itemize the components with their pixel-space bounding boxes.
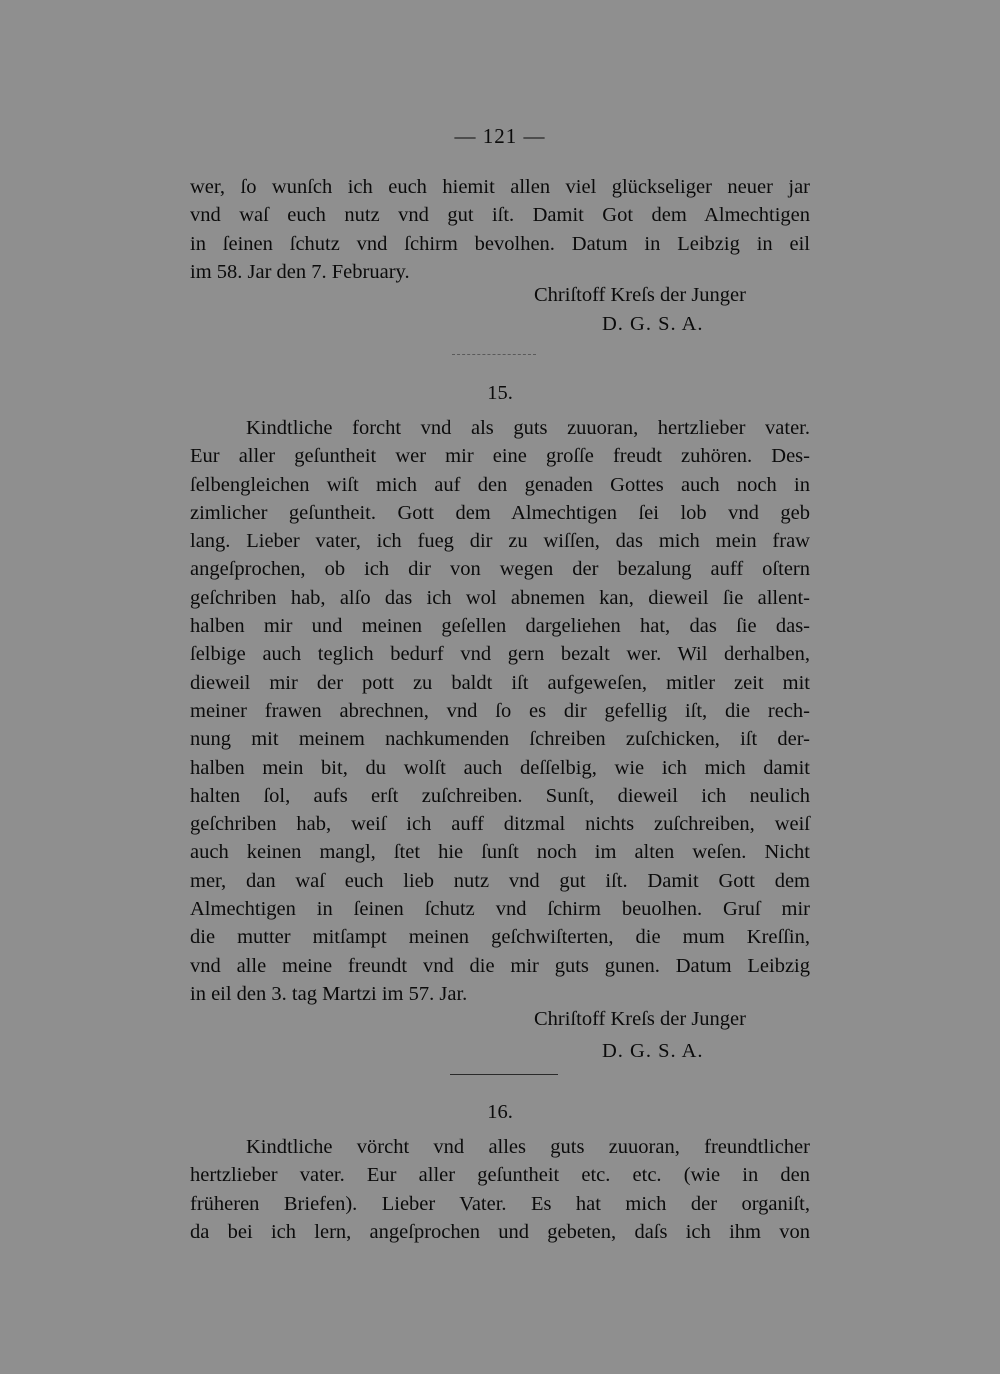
- signature-initials: D. G. S. A.: [602, 313, 704, 335]
- text-line: angeſprochen, ob ich dir von wegen der bezalung auff oſtern: [190, 558, 810, 581]
- letter-15-body: [190, 414, 810, 1008]
- section-divider: [450, 1074, 558, 1075]
- text-line: halten ſol, aufs erſt zuſchreiben. Sunſt, dieweil ich neulich: [190, 784, 810, 807]
- text-line: geſchriben hab, alſo das ich wol abnemen kan, dieweil ſie allent-: [190, 586, 810, 609]
- letter-number: 16.: [487, 1101, 513, 1123]
- text-line: lang. Lieber vater, ich fueg dir zu wiſſen, das mich mein fraw: [190, 530, 810, 553]
- letter-number: 15.: [487, 382, 513, 404]
- text-line: halben mir und meinen geſellen dargeliehen hat, das ſie das-: [190, 615, 810, 638]
- signature-initials: D. G. S. A.: [602, 1040, 704, 1062]
- text-line: Almechtigen in ſeinen ſchutz vnd ſchirm beuolhen. Gruſ mir: [190, 898, 810, 921]
- text-line: auch keinen mangl, ſtet hie ſunſt noch im alten weſen. Nicht: [190, 841, 810, 864]
- text-line: halben mein bit, du wolſt auch deſſelbig, wie ich mich damit: [190, 756, 810, 779]
- text-line: wer, ſo wunſch ich euch hiemit allen viel glückseliger neuer jar: [190, 176, 810, 198]
- text-line: zimlicher geſuntheit. Gott dem Almechtigen ſei lob vnd geb: [190, 501, 810, 524]
- text-line: vnd waſ euch nutz vnd gut iſt. Damit Got dem Almechtigen: [190, 204, 810, 227]
- text-line: Kindtliche vörcht vnd alles guts zuuoran, freundtlicher: [246, 1136, 810, 1158]
- text-line: da bei ich lern, angeſprochen und gebeten, daſs ich ihm von: [190, 1220, 810, 1243]
- section-divider: [452, 354, 536, 356]
- signature-name: Chriſtoff Kreſs der Junger: [534, 284, 746, 306]
- letter-16-body: [190, 1133, 810, 1246]
- text-line: die mutter mitſampt meinen geſchwiſterten, die mum Kreſſin,: [190, 926, 810, 949]
- letter-14-body: [190, 173, 810, 286]
- text-line: Kindtliche forcht vnd als guts zuuoran, hertzlieber vater.: [246, 417, 810, 439]
- signature-name: Chriſtoff Kreſs der Junger: [534, 1008, 746, 1030]
- text-line: hertzlieber vater. Eur aller geſuntheit etc. etc. (wie in den: [190, 1164, 810, 1187]
- text-line: geſchriben hab, weiſ ich auff ditzmal nichts zuſchreiben, weiſ: [190, 813, 810, 836]
- text-line: im 58. Jar den 7. February.: [190, 260, 410, 283]
- text-line: meiner frawen abrechnen, vnd ſo es dir gefellig iſt, die rech-: [190, 699, 810, 722]
- text-line: vnd alle meine freundt vnd die mir guts gunen. Datum Leibzig: [190, 954, 810, 977]
- text-line: in ſeinen ſchutz vnd ſchirm bevolhen. Datum in Leibzig in eil: [190, 232, 810, 255]
- text-line: ſelbengleichen wiſt mich auf den genaden Gottes auch noch in: [190, 473, 810, 496]
- page-number: — 121 —: [454, 124, 546, 148]
- text-line: dieweil mir der pott zu baldt iſt aufgeweſen, mitler zeit mit: [190, 671, 810, 694]
- text-line: in eil den 3. tag Martzi im 57. Jar.: [190, 982, 468, 1005]
- text-line: früheren Briefen). Lieber Vater. Es hat mich der organiſt,: [190, 1192, 810, 1215]
- text-line: mer, dan waſ euch lieb nutz vnd gut iſt. Damit Gott dem: [190, 869, 810, 892]
- text-line: ſelbige auch teglich bedurf vnd gern bezalt wer. Wil derhalben,: [190, 643, 810, 666]
- text-line: nung mit meinem nachkumenden ſchreiben zuſchicken, iſt der-: [190, 728, 810, 751]
- text-line: Eur aller geſuntheit wer mir eine groſſe freudt zuhören. Des-: [190, 445, 810, 468]
